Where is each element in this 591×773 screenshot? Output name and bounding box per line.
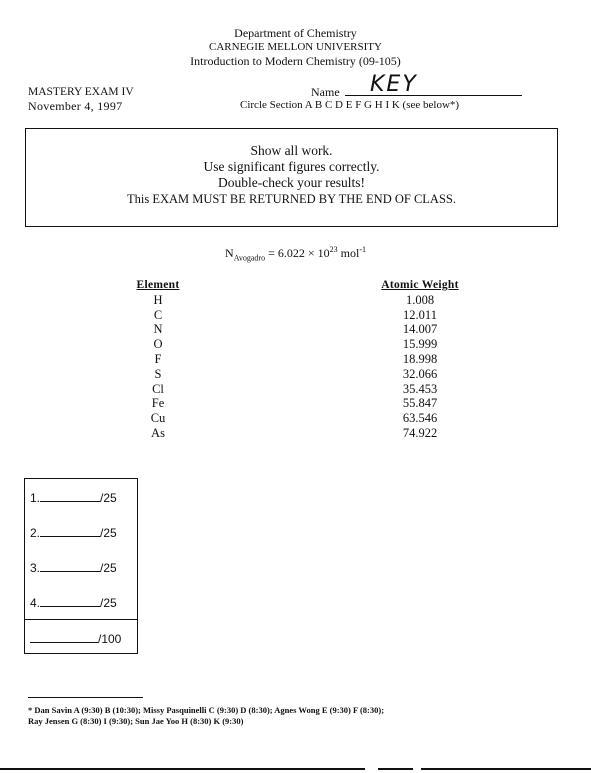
score-max: /25 [100,526,117,540]
score-box [24,478,138,654]
atomic-weight-cell: 74.922 [402,425,438,440]
element-cell: Cu [150,411,166,426]
footnote-rule [28,697,143,698]
score-row-q4 [30,596,117,610]
section-selector-text: Circle Section A B C D E F G H I K (see below*) [240,99,460,111]
element-header: Element [136,279,180,291]
atomic-weight-cell: 1.008 [405,292,435,307]
avogadro-symbol: N [225,246,234,260]
atomic-weight-cell: 63.546 [402,411,438,426]
avogadro-constant [0,245,591,262]
element-cell: Fe [151,396,165,411]
question-number: 4. [30,596,41,610]
exam-title: MASTERY EXAM IV [28,86,134,98]
score-row-q1 [30,491,117,505]
atomic-weight-cell: 15.999 [402,337,438,352]
atomic-weight-cell: 32.066 [402,366,438,381]
instructions-box [25,128,558,227]
atomic-weight-cell: 12.011 [403,307,437,322]
score-blank [40,561,100,572]
question-number: 2. [30,526,41,540]
element-cell: H [153,292,163,307]
element-cell: F [154,351,162,366]
avogadro-exponent: 23 [329,245,338,254]
avogadro-subscript: Avogadro [233,253,266,263]
score-row-q3 [30,561,117,575]
atomic-weight-cell: 35.453 [402,381,438,396]
footnote-line: Ray Jensen G (8:30) I (9:30); Sun Jae Yoo H (8:30) K (9:30) [28,716,244,726]
page-bottom-edge [0,768,591,770]
total-score-max: /100 [98,632,122,646]
score-max: /25 [100,491,117,505]
element-cell: Cl [152,381,164,396]
instruction-line: Double-check your results! [218,175,365,190]
score-blank [40,596,100,607]
atomic-weight-cell: 55.847 [402,396,438,411]
total-score-blank [30,632,98,643]
question-number: 3. [30,561,41,575]
avogadro-value: = 6.022 × 10 [265,246,330,260]
atomic-weight-cell: 14.007 [402,322,438,337]
atomic-weight-cell: 18.998 [402,351,438,366]
element-cell: S [154,366,162,381]
name-handwritten-value: KEY [370,72,418,97]
instruction-line: Use significant figures correctly. [203,159,380,174]
department-heading: Department of Chemistry [234,26,357,40]
score-max: /25 [100,561,117,575]
section-footnote [28,705,558,727]
score-max: /25 [100,596,117,610]
element-column [130,278,186,441]
score-blank [40,526,100,537]
instruction-line: Show all work. [250,143,333,158]
university-heading: CARNEGIE MELLON UNIVERSITY [209,41,382,53]
element-cell: As [151,425,165,440]
avogadro-unit-exponent: -1 [359,245,366,254]
element-cell: C [153,307,163,322]
exam-date: November 4, 1997 [28,99,123,113]
score-divider [25,619,137,620]
element-cell: N [153,322,163,337]
name-label: Name [311,85,340,99]
atomic-weight-header: Atomic Weight [381,279,459,291]
course-heading: Introduction to Modern Chemistry (09-105) [190,54,401,68]
instruction-line: This EXAM MUST BE RETURNED BY THE END OF CLASS. [127,192,456,206]
avogadro-unit: mol [337,246,360,260]
footnote-line: * Dan Savin A (9:30) B (10:30); Missy Pasquinelli C (9:30) D (8:30); Agnes Wong E (9:30) F (8:30); [28,705,385,715]
score-blank [40,491,100,502]
atomic-weight-column [370,278,470,441]
question-number: 1. [30,491,41,505]
score-row-total [30,632,121,646]
element-cell: O [153,337,163,352]
score-row-q2 [30,526,117,540]
